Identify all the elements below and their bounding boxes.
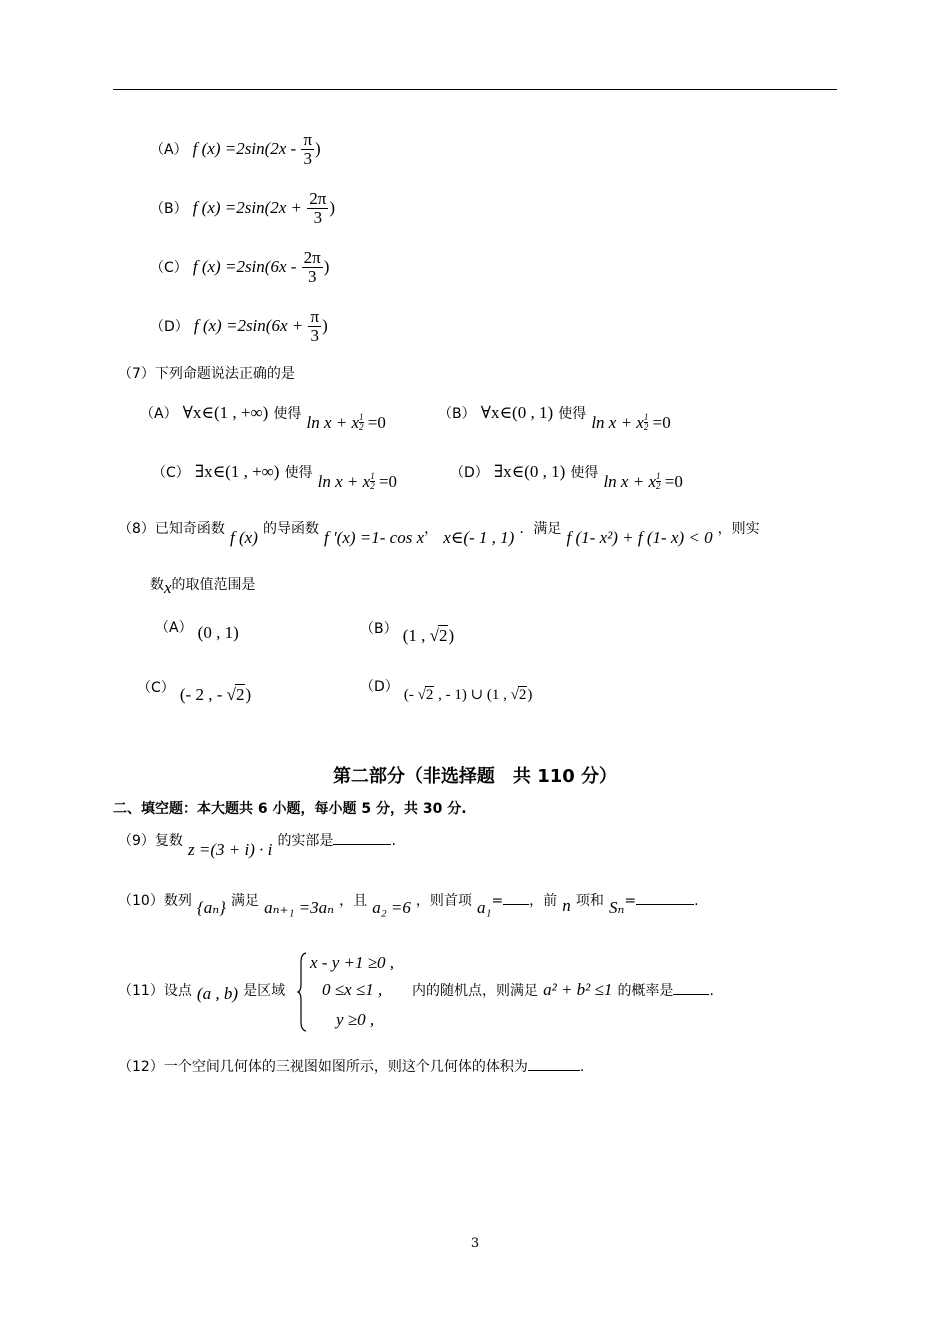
inequality: a² + b² ≤1 <box>543 980 613 999</box>
expr-base: ln x + x <box>603 472 656 491</box>
option-label: （D） <box>150 318 189 335</box>
option-label: （D） <box>450 465 489 481</box>
answer-blank <box>503 904 529 905</box>
rhs: =0 <box>652 413 671 432</box>
fraction <box>301 131 314 168</box>
numerator: 2π <box>303 248 321 267</box>
option-label: （A） <box>140 406 178 422</box>
option-label: （B） <box>360 621 398 637</box>
inequality: f (1- x²) + f (1- x) < 0 <box>566 528 713 547</box>
answer-blank <box>673 994 709 995</box>
constraint-2: 0 ≤x ≤1 , <box>322 980 383 999</box>
option-label: （B） <box>150 200 188 217</box>
exponent-half <box>644 413 649 432</box>
partial-sum: Sₙ <box>608 898 625 917</box>
expression <box>603 472 682 491</box>
text: ，且 <box>339 893 368 909</box>
answer-blank <box>636 904 694 905</box>
interval-start: (- <box>403 687 418 703</box>
text: 项和 <box>575 893 604 909</box>
radicand: 2 <box>438 626 448 645</box>
exp-den: 2 <box>643 422 649 432</box>
variable-n: n <box>562 896 571 915</box>
text: （8）已知奇函数 <box>118 521 225 537</box>
interval-end: ) <box>527 687 533 703</box>
q8-stem-line2 <box>150 574 256 597</box>
point: (a , b) <box>196 984 238 1003</box>
make-text: 使得 <box>284 465 313 481</box>
q7-option-a <box>140 403 386 432</box>
denominator: 3 <box>310 325 320 345</box>
text: ，则实 <box>717 521 760 537</box>
expr-base: ln x + x <box>317 472 371 491</box>
paren: ) <box>315 138 321 158</box>
q9 <box>118 830 396 859</box>
radicand: 2 <box>235 685 245 704</box>
exp-den: 2 <box>359 422 364 432</box>
page-number: 3 <box>470 1236 480 1251</box>
paren: ) <box>329 197 336 217</box>
rhs: =0 <box>367 413 386 432</box>
formula: f (x) =2sin(6x + <box>193 315 308 335</box>
fraction <box>307 190 328 227</box>
rhs: =0 <box>378 472 398 491</box>
expr-base: ln x + x <box>306 413 360 432</box>
q11-stem <box>118 980 286 1003</box>
function-fx: f (x) <box>230 528 258 547</box>
period: . <box>709 983 714 999</box>
interval-end: ) <box>245 685 252 704</box>
interval-start: (- 2 , - <box>179 685 227 704</box>
text: （10）数列 <box>118 893 192 909</box>
interval-end: ) <box>448 626 455 645</box>
option-label: （C） <box>137 680 175 696</box>
derivative: f '(x) =1- cos x <box>324 528 425 547</box>
comma: ， <box>424 521 439 537</box>
fraction <box>308 308 321 345</box>
left-brace <box>297 952 307 1032</box>
denominator: 3 <box>313 207 323 227</box>
expr-base: ln x + x <box>591 413 644 432</box>
interval: (- 2 , - √2) <box>179 685 252 704</box>
q7-option-d <box>450 462 683 491</box>
option-label: （B） <box>438 406 476 422</box>
make-text: 使得 <box>273 406 302 422</box>
exp-num: 1 <box>643 412 649 422</box>
formula: f (x) =2sin(2x - <box>192 138 301 158</box>
q6-option-d <box>150 308 328 345</box>
text: ．满足 <box>519 521 562 537</box>
constraint-3: y ≥0 , <box>336 1010 375 1029</box>
quantifier: ∀x∈(1 , +∞) <box>182 403 269 422</box>
paren: ) <box>322 315 328 335</box>
interval-start: (1 , <box>402 626 430 645</box>
formula: f (x) =2sin(6x - <box>192 256 301 276</box>
denominator: 3 <box>307 266 317 286</box>
text: ，则首项 <box>415 893 472 909</box>
make-text: 使得 <box>570 465 599 481</box>
exponent-half <box>370 472 375 491</box>
period: . <box>391 833 396 849</box>
expression <box>306 413 385 432</box>
q6-option-a <box>150 131 321 168</box>
exp-den: 2 <box>656 481 661 491</box>
period: . <box>694 893 699 909</box>
exp-den: 2 <box>370 481 375 491</box>
quantifier: ∀x∈(0 , 1) <box>480 403 554 422</box>
text: 的导函数 <box>262 521 319 537</box>
section-heading: 二、填空题：本大题共 6 小题，每小题 5 分，共 30 分. <box>113 801 467 817</box>
radicand: 2 <box>518 687 527 703</box>
exponent-half <box>359 413 364 432</box>
domain: x∈(- 1 , 1) <box>443 528 515 547</box>
text: 数 <box>150 577 164 593</box>
q8-option-d <box>360 676 533 703</box>
expression <box>591 413 670 432</box>
q11-tail <box>412 980 714 1000</box>
text: （11）设点 <box>118 983 192 999</box>
header-rule <box>113 89 837 90</box>
exp-num: 1 <box>370 471 375 481</box>
recurrence: aₙ₊₁ =3aₙ <box>264 898 334 917</box>
initial-term: a₂ =6 <box>372 898 411 917</box>
text: 内的随机点，则满足 <box>412 983 538 999</box>
first-term: a₁ <box>477 898 492 917</box>
text: （12）一个空间几何体的三视图如图所示，则这个几何体的体积为 <box>118 1059 528 1075</box>
option-label: （A） <box>150 141 188 158</box>
denominator: 3 <box>303 148 312 168</box>
exp-num: 1 <box>359 412 364 422</box>
option-label: （A） <box>155 620 193 636</box>
constraint-1: x - y +1 ≥0 , <box>310 953 395 972</box>
q8-stem-line1 <box>118 518 760 547</box>
text: （9）复数 <box>118 833 183 849</box>
q12 <box>118 1056 584 1076</box>
q7-stem: （7）下列命题说法正确的是 <box>118 366 295 382</box>
q6-option-b <box>150 190 335 227</box>
interval-union: (- √2 , - 1) ∪ (1 , √2) <box>403 687 533 703</box>
text: 的取值范围是 <box>171 577 256 593</box>
option-label: （C） <box>152 465 190 481</box>
text: ，前 <box>529 893 558 909</box>
q8-option-a <box>155 617 239 642</box>
q8-option-b <box>360 617 455 645</box>
text: 的实部是 <box>277 833 334 849</box>
q6-option-c <box>150 249 329 286</box>
equals: = <box>624 893 637 909</box>
paren: ) <box>323 256 330 276</box>
radicand: 2 <box>425 687 434 703</box>
q10 <box>118 890 699 917</box>
interval: (0 , 1) <box>197 623 239 642</box>
complex-expression: z =(3 + i) · i <box>188 840 273 859</box>
interval-mid: , - 1) ∪ (1 , <box>434 687 511 703</box>
q8-option-c <box>137 676 252 704</box>
numerator: 2π <box>309 189 327 208</box>
quantifier: ∃x∈(1 , +∞) <box>194 462 280 481</box>
text: 满足 <box>231 893 260 909</box>
answer-blank <box>528 1070 580 1071</box>
rhs: =0 <box>664 472 683 491</box>
formula: f (x) =2sin(2x + <box>192 197 307 217</box>
quantifier: ∃x∈(0 , 1) <box>493 462 566 481</box>
sequence: {aₙ} <box>196 898 226 917</box>
option-label: （D） <box>360 679 399 695</box>
expression <box>318 472 397 491</box>
q7-option-c <box>152 462 398 491</box>
make-text: 使得 <box>558 406 587 422</box>
answer-blank <box>333 844 391 845</box>
fraction <box>302 249 323 286</box>
q7-option-b <box>438 403 671 432</box>
numerator: π <box>310 307 320 326</box>
part2-heading: 第二部分（非选择题 共 110 分） <box>332 766 618 787</box>
interval: (1 , √2) <box>402 626 455 645</box>
exp-num: 1 <box>656 471 661 481</box>
option-label: （C） <box>150 259 188 276</box>
equals: = <box>491 893 504 909</box>
period: . <box>579 1059 585 1075</box>
exponent-half <box>656 472 661 491</box>
text: 是区域 <box>243 983 286 999</box>
text: 的概率是 <box>617 983 674 999</box>
variable-x: x <box>164 578 172 597</box>
numerator: π <box>303 130 313 149</box>
